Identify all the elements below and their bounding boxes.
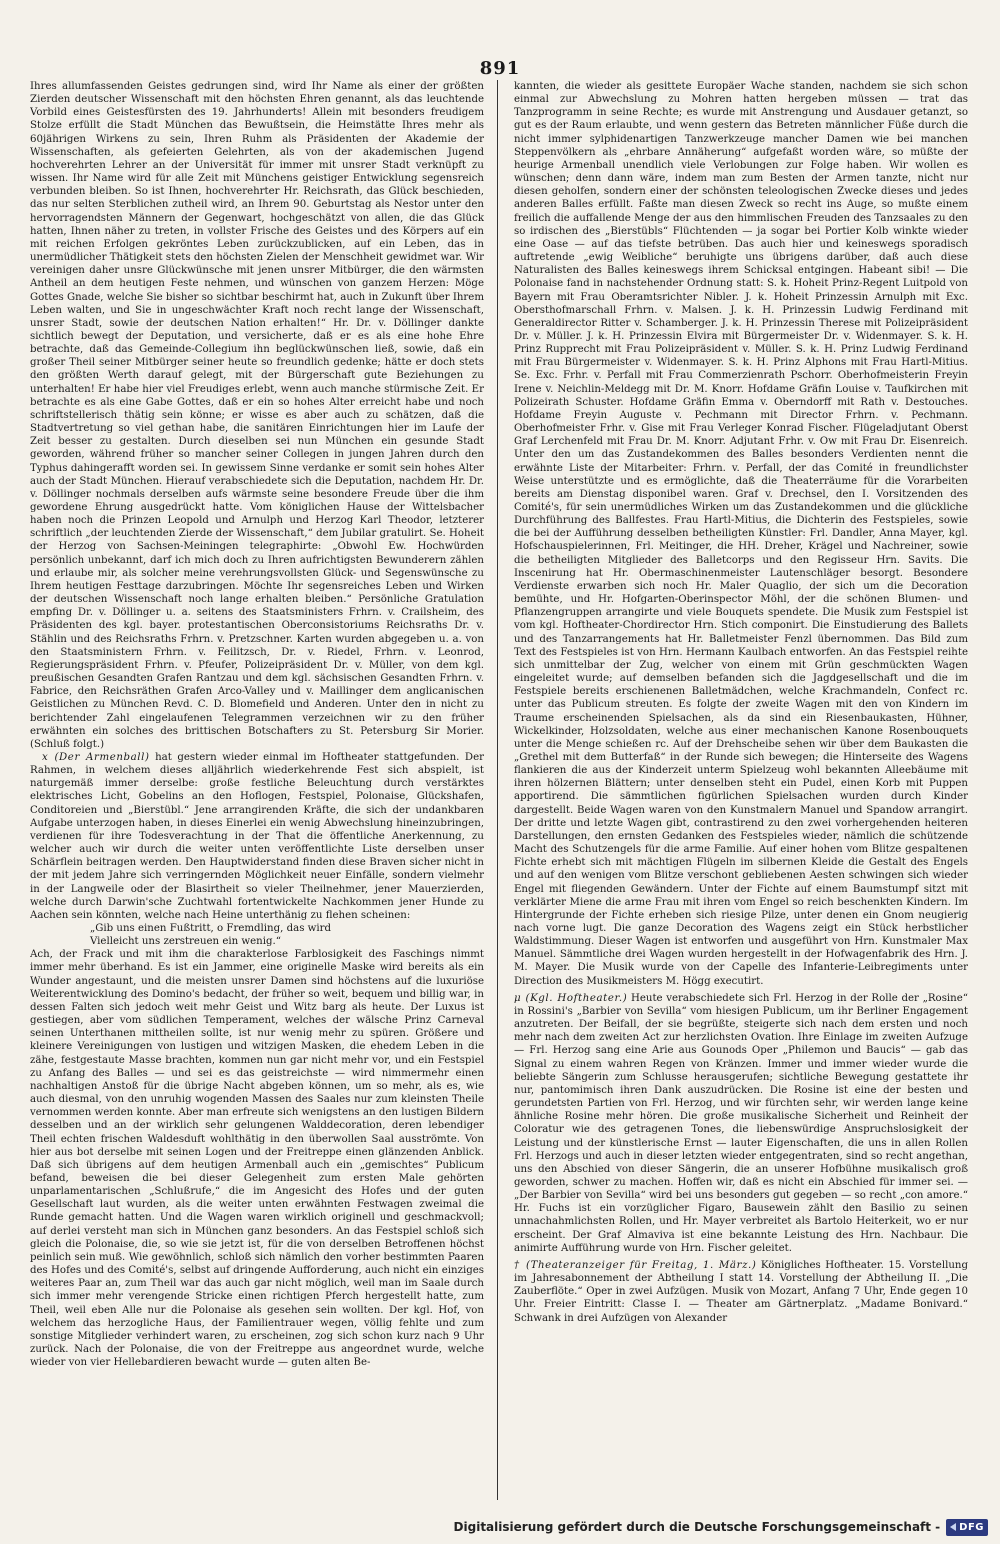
armenball-right-continued: kannten, die wieder als gesittete Europäer Wache standen, nachdem sie sich schon einmal zur Abwechslung zu Mohren hatten hergeben müssen — trat das Tanzprogramm in seine Rechte; es wurde mit Anstrengung und Ausdauer getanzt, so gut es der Raum erlaubte, und wenn gestern das Betreten männlicher Füße durch die nicht immer sylphidenartigen Tanzwerkzeuge mancher Damen wie bei manchen Steppenvölkern als „ehrbare Annäherung“ aufgefaßt worden wäre, so müßte der heurige Armenball unendlich viele Verlobungen zur Folge haben. Wir wollen es wünschen; denn dann wäre, indem man zum Besten der Armen tanzte, nicht nur diesen geholfen, sondern einer der schönsten teleologischen Zwecke dieses und jedes anderen Balles erfüllt. Faßte man diesen Zweck so recht ins Auge, so mußte einem freilich die auffallende Menge der aus den himmlischen Freuden des Tanzsaales zu den so irdischen des „Bierstübls“ Flüchtenden — ja sogar bei Portier Kolb winkte wieder eine Oase — auf das tiefste betrüben. Das auch hier und keineswegs sporadisch auftretende „ewig Weibliche“ beruhigte uns übrigens darüber, daß auch diese Naturalisten des Balles keineswegs ihrem Schicksal entgingen. Habeant sibi! — Die Polonaise fand in nachstehender Ordnung statt: S. k. Hoheit Prinz-Regent Luitpold von Bayern mit Frau Oberamtsrichter Nibler. J. k. Hoheit Prinzessin Arnulph mit Exc. Obersthofmarschall Frhrn. v. Malsen. J. k. H. Prinzessin Ludwig Ferdinand mit Generaldirector Ritter v. Schamberger. J. k. H. Prinzessin Therese mit Polizeipräsident Dr. v. Müller. J. k. H. Prinzessin Elvira mit Bürgermeister Dr. v. Widenmayer. S. k. H. Prinz Rupprecht mit Frau Polizeipräsident v. Müller. S. k. H. Prinz Ludwig Ferdinand mit Frau Bürgermeister v. Widenmayer. S. k. H. Prinz Alphons mit Frau Hartl-Mitius. Se. Exc. Frhr. v. Perfall mit Frau Commerzienrath Pschorr. Oberhofmeisterin Freyin Irene v. Neichlin-Meldegg mit Dr. M. Knorr. Hofdame Gräfin Louise v. Taufkirchen mit Polizeirath Schuster. Hofdame Gräfin Emma v. Oberndorff mit Rath v. Destouches. Hofdame Freyin Auguste v. Pechmann mit Director Frhrn. v. Pechmann. Oberhofmeister Frhr. v. Gise mit Frau Verleger Konrad Fischer. Flügeladjutant Oberst Graf Lerchenfeld mit Frau Dr. M. Knorr. Adjutant Frhr. v. Ow mit Frau Dr. Eisenreich. Unter den um das Zustandekommen des Balles besonders Verdienten nennt die erwähnte Liste der Mitarbeiter: Frhrn. v. Perfall, der das Comité in freundlichster Weise unterstützte und es ermöglichte, daß die Theaterräume für die Vorarbeiten bereits am Dienstag disponibel waren. Graf v. Drechsel, den I. Vorsitzenden des Comité's, für sein unermüdliches Wirken um das Zustandekommen und die glückliche Durchführung des Ballfestes. Frau Hartl-Mitius, die Dichterin des Festspieles, sowie die bei der Aufführung desselben betheiligten Künstler: Frl. Dandler, Anna Mayer, kgl. Hofschauspielerinnen, Frl. Meitinger, die HH. Dreher, Krägel und Nachreiner, sowie die betheiligten Mitglieder des Balletcorps und den Regisseur Hrn. Savits. Die Inscenirung hat Hr. Obermaschinenmeister Lautenschläger besorgt. Besondere Verdienste erwarben sich noch Hr. Maler Quaglio, der sich um die Decoration bemühte, und Hr. Hofgarten-Oberinspector Möhl, der die schönen Blumen- und Pflanzengruppen arrangirte und viele Bouquets spendete. Die Musik zum Festspiel ist vom kgl. Hoftheater-Chordirector Hrn. Stich componirt. Die Einstudierung des Ballets und des Tanzarrangements hat Hr. Balletmeister Fenzl übernommen. Das Bild zum Text des Festspieles ist von Hrn. Hermann Kaulbach entworfen. An das Festspiel reihte sich unmittelbar der Zug, welcher von einem mit Grün geschmückten Wagen eingeleitet wurde; auf demselben befanden sich die Jagdgesellschaft und die im Festspiele bereits erschienenen Balletmädchen, welche Krachmandeln, Confect rc. unter das Publicum streuten. Es folgte der zweite Wagen mit den von Kindern im Traume erscheinenden Spielsachen, als da sind ein Riesenbaukasten, Hühner, Wickelkinder, Holzsoldaten, welche aus einer mechanischen Kanone Rosenbouquets unter die Menge schießen rc. Auf der Drehscheibe sehen wir über dem Baukasten die „Grethel mit dem Butterfaß“ in der Runde sich bewegen; die Hinterseite des Wagens flankieren die aus der Kinderzeit unterm Spielzeug wohl bekannten Alleebäume mit ihren hölzernen Blättern; unter denselben steht ein Pudel, einen Korb mit Puppen apportirend. Die sämmtlichen figürlichen Spielsachen wurden durch Kinder dargestellt. Beide Wagen waren von den Kunstmalern Manuel und Spandow arrangirt. Der dritte und letzte Wagen gibt, contrastirend zu den zwei vorhergehenden heiteren Darstellungen, den ernsten Gedanken des Festspieles wieder, nämlich die schützende Macht des Schutzengels für die arme Familie. Auf einer hohen vom Blitze gespaltenen Fichte erhebt sich mit mächtigen Flügeln im silbernen Kleide die Gestalt des Engels und auf den wenigen vom Blitze verschont gebliebenen Aesten schwingen sich wieder Engel mit fliegenden Gewändern. Unter der Fichte auf einem Baumstumpf sitzt mit verklärter Miene die arme Frau mit ihren vom Engel so reich beschenkten Kindern. Im Hintergrunde der Fichte erheben sich riesige Pilze, unter denen ein Gnom neugierig nach vorne lugt. Die ganze Decoration des Wagens zeigt ein Stück herbstlicher Waldstimmung. Dieser Wagen ist entworfen und ausgeführt von Hrn. Kunstmaler Max Manuel. Sämmtliche drei Wagen wurden hergestellt in der Hofwagenfabrik des Hrn. J. M. Mayer. Die Musik wurde von der Capelle des Infanterie-Leibregiments unter Direction des Musikmeisters M. Högg executirt. — [514, 81, 968, 987]
verse-line-1: „Gib uns einen Fußtritt, o Fremdling, das wird — [90, 923, 332, 934]
digitization-footer — [454, 1516, 988, 1538]
footer-credit: Digitalisierung gefördert durch die Deutsche Forschungsgemeinschaft - — [453, 1520, 941, 1534]
verse-line-2: Vielleicht uns zerstreuen ein wenig.“ — [90, 936, 281, 948]
article-hoftheater — [514, 992, 968, 1255]
left-column — [30, 80, 484, 1528]
theateranzeiger-text: Königliches Hoftheater. 15. Vorstellung im Jahresabonnement der Abtheilung I statt 14. Vorstellung der Abtheilung II. „Die Zauberflöte.“ Oper in zwei Aufzügen. Musik von Mozart, Anfang 7 Uhr, Ende gegen 10 Uhr. Freier Eintritt: Classe I. — Theater am Gärtnerplatz. „Madame Bonivard.“ Schwank in drei Aufzügen von Alexander — [514, 1259, 968, 1324]
right-column — [514, 80, 968, 1528]
armenball-text: hat gestern wieder einmal im Hoftheater stattgefunden. Der Rahmen, in welchem dieses alljährlich wiederkehrende Fest sich abspielt, ist naturgemäß immer derselbe: große festliche Beleuchtung durch verstärktes elektrisches Licht, Gobelins an den Hoflogen, Festspiel, Polonaise, Glückshafen, Conditoreien und „Bierstübl.“ Jene arrangirenden Kräfte, die sich der undankbaren Aufgabe unterzogen haben, in dieses Einerlei ein wenig Abwechslung hineinzubringen, verdienen für ihre Todesverachtung in der That die öffentliche Anerkennung, zu welcher auch wir durch die weiter unten veröffentlichte Liste derselben unser Schärflein beitragen werden. Den Hauptwiderstand finden diese Braven sicher nicht in der mit jedem Jahre sich verringernden Möglichkeit neuer Einfälle, sondern vielmehr in der Langweile oder der Blasirtheit so vieler Theilnehmer, jener Mauerzierden, welche durch Darwin'sche Zuchtwahl fortentwickelte Nachkommen jener Hunde zu Aachen sein könnten, welche nach Heine unterthänig zu flehen scheinen: — [30, 751, 484, 921]
hoftheater-lead: μ (Kgl. Hoftheater.) — [514, 992, 628, 1004]
armenball-continued: Ach, der Frack und mit ihm die charakterlose Farblosigkeit des Faschings nimmt immer mehr überhand. Es ist ein Jammer, eine originelle Maske wird bereits als ein Wunder angestaunt, und die meisten unsrer Damen sind höchstens auf die luxuriöse Weiterentwicklung des Domino's bedacht, der früher so weit, bequem und billig war, in dessen Falten sich jedoch weit mehr Geist und Witz barg als heute. Der Luxus ist gestiegen, aber vom südlichen Temperament, welches der wälsche Prinz Carneval seinen Unterthanen mittheilen sollte, ist nur wenig mehr zu spüren. Größere und kleinere Vereinigungen von lustigen und witzigen Masken, die ehedem Leben in die zähe, festgestaute Masse brachten, kommen nun gar nicht mehr vor, und ein Festspiel zu Anfang des Balles — und sei es das geistreichste — wird nimmermehr einen nachhaltigen Anstoß für die übrige Nacht abgeben können, um so mehr, als es, wie auch diesmal, von den unruhig wogenden Massen des Saales nur zum kleinsten Theile vernommen werden konnte. Aber man erfreute sich wenigstens an den lustigen Bildern desselben und an der wirklich sehr gelungenen Walddecoration, deren lebendiger Theil echten frischen Waldesduft wohlthätig in den überwollen Saal ausströmte. Von hier aus bot derselbe mit seinen Logen und der Freitreppe einen glänzenden Anblick. Daß sich übrigens auf dem heutigen Armenball auch ein „gemischtes“ Publicum befand, beweisen die bei dieser Gelegenheit zum ersten Male gehörten unparlamentarischen „Schlußrufe,“ die im Angesicht des Hofes und der guten Gesellschaft laut wurden, als die weiter unten erwähnten Festwagen zweimal die Runde gemacht hatten. Und die Wagen waren wirklich originell und geschmackvoll; auf derlei versteht man sich in München ganz besonders. An das Festspiel schloß sich gleich die Polonaise, die, so wie sie jetzt ist, für die von derselben Betroffenen höchst peinlich sein muß. Wie gewöhnlich, schloß sich nämlich den vorher bestimmten Paaren des Hofes und des Comité's, selbst auf dringende Aufforderung, auch nicht ein einziges weiteres Paar an, zum Theil war das auch gar nicht möglich, weil man im Saale durch sich immer mehr verengende Stricke einen richtigen Pferch hergestellt hatte, zum Theil, weil eben Alle nur die Polonaise als gesehen sein wollten. Der kgl. Hof, von welchem das herzogliche Haus, der Familientrauer wegen, völlig fehlte und zum sonstige Mitglieder verhindert waren, zu erscheinen, zog sich schon kurz nach 9 Uhr zurück. Nach der Polonaise, die von der Freitreppe aus angeordnet wurde, welche wieder von vier Hellebardieren bewacht wurde — guten alten Be- — [30, 949, 484, 1369]
column-divider — [497, 80, 498, 1500]
page-number: 891 — [479, 58, 521, 79]
dfg-logo: DFG — [946, 1519, 988, 1536]
theateranzeiger-lead: † (Theateranzeiger für Freitag, 1. März.) — [514, 1259, 757, 1271]
article-armenball — [30, 751, 484, 922]
armenball-lead: x (Der Armenball) — [42, 751, 150, 763]
article-theateranzeiger — [514, 1259, 968, 1325]
hoftheater-text: Heute verabschiedete sich Frl. Herzog in der Rolle der „Rosine“ in Rossini's „Barbier von Sevilla“ vom hiesigen Publicum, um ihr Berliner Engagement anzutreten. Der Beifall, der sie begrüßte, steigerte sich nach dem ersten und noch mehr nach dem zweiten Act zur herzlichsten Ovation. Ihre Einlage im zweiten Aufzuge — Frl. Herzog sang eine Arie aus Gounods Oper „Philemon und Baucis“ — gab das Signal zu einem wahren Regen von Kränzen. Immer und immer wieder wurde die beliebte Sängerin zum Schlusse herausgerufen; sichtliche Bewegung gestattete ihr nur, pantomimisch ihren Dank auszudrücken. Die Rosine ist eine der besten und gerundetsten Partien von Frl. Herzog, und wir fürchten sehr, wir werden lange keine ähnliche Rosine mehr hören. Die große musikalische Sicherheit und Reinheit der Coloratur wie des getragenen Tones, die liebenswürdige Anspruchslosigkeit der Leistung und der künstlerische Ernst — lauter Eigenschaften, die uns in allen Rollen Frl. Herzogs und auch in dieser letzten wieder entgegentraten, sind so recht angethan, uns den Abschied von dieser Sängerin, die an unserer Hofbühne musikalisch groß geworden, schwer zu machen. Hoffen wir, daß es nicht ein Abschied für immer sei. — „Der Barbier von Sevilla“ wird bei uns besonders gut gegeben — so recht „con amore.“ Hr. Fuchs ist ein vorzüglicher Figaro, Bausewein zählt den Basilio zu seinen unnachahmlichsten Rollen, und Hr. Mayer verbreitet als Bartolo Heiterkeit, wo er nur erscheint. Der Graf Almaviva ist eine bekannte Leistung des Hrn. Nachbaur. Die animirte Aufführung wurde von Hrn. Fischer geleitet. — [514, 992, 968, 1254]
article-doellinger-conclusion: Ihres allumfassenden Geistes gedrungen sind, wird Ihr Name als einer der größten Zierden deutscher Wissenschaft mit den höchsten Ehren genannt, als das leuchtende Vorbild eines Geistesfürsten des 19. Jahrhunderts! Allein mit besonders freudigem Stolze erfüllt die Stadt München das Bewußtsein, die Heimstätte Ihres mehr als 60jährigen Wirkens zu sein, Ihren Ruhm als Präsidenten der Akademie der Wissenschaften, als gefeierten Gelehrten, als von der akademischen Jugend hochverehrten Lehrer an der Universität für immer mit unsrer Stadt verknüpft zu wissen. Ihr Name wird für alle Zeit mit Münchens geistiger Entwicklung segensreich verbunden bleiben. So ist Ihnen, hochverehrter Hr. Reichsrath, das Glück beschieden, das nur selten Sterblichen zutheil wird, an Ihrem 90. Geburtstag als Nestor unter den hervorragendsten Männern der Gegenwart, hochgeschätzt von allen, die das Glück hatten, Ihnen näher zu treten, in vollster Frische des Geistes und des Körpers auf ein mit reichen Erfolgen gekröntes Leben zurückzublicken, auf ein Leben, das in unermüdlicher Thätigkeit stets den höchsten Zielen der Menschheit gewidmet war. Wir vereinigen daher unsre Glückwünsche mit jenen unsrer Mitbürger, die den wärmsten Antheil an dem heutigen Feste nehmen, und wünschen von ganzem Herzen: Möge Gottes Gnade, welche Sie bisher so sichtbar beschirmt hat, auch in Zukunft über Ihrem Leben walten, und Sie in ungeschwächter Kraft noch recht lange der Wissenschaft, unsrer Stadt, sowie der deutschen Nation erhalten!“ Hr. Dr. v. Döllinger dankte sichtlich bewegt der Deputation, und versicherte, daß er es als eine hohe Ehre betrachte, daß das Gemeinde-Collegium ihn beglückwünschen ließ, sowie, daß ein großer Theil seiner Mitbürger seiner heute so freundlich gedenke; hätte er doch stets den größten Werth darauf gelegt, mit der Bürgerschaft gute Beziehungen zu unterhalten! Er habe hier viel Freudiges erlebt, wenn auch manche stürmische Zeit. Er betrachte es als eine Gabe Gottes, daß er ein so hohes Alter erreicht habe und noch schriftstellerisch thätig sein könne; er wisse es aber auch zu schätzen, daß die Stadtvertretung so viel gethan habe, die sanitären Einrichtungen hier im Laufe der Zeit besser zu gestalten. Durch dieselben sei nun München ein gesunde Stadt geworden, während früher so mancher seiner Collegen in jungen Jahren durch den Typhus dahingerafft worden sei. In gewissem Sinne verdanke er somit sein hohes Alter auch der Stadt München. Hierauf verabschiedete sich die Deputation, nachdem Hr. Dr. v. Döllinger nochmals derselben aufs wärmste seine besondere Freude über die ihm gewordene Ehrung ausgedrückt hatte. Vom königlichen Hause der Wittelsbacher haben noch die Prinzen Leopold und Arnulph und Herzog Karl Theodor, letzterer schriftlich „der leuchtenden Zierde der Wissenschaft,“ dem Jubilar gratulirt. Se. Hoheit der Herzog von Sachsen-Meiningen telegraphirte: „Obwohl Ew. Hochwürden persönlich unbekannt, darf ich mich doch zu Ihren aufrichtigsten Bewunderern zählen und erlaube mir, als solcher meine verehrungsvollsten Glück- und Segenswünsche zu Ihrem heutigen Festtage darzubringen. Möchte Ihr segensreiches Leben und Wirken der deutschen Wissenschaft noch lange erhalten bleiben.“ Persönliche Gratulation empfing Dr. v. Döllinger u. a. seitens des Staatsministers Frhrn. v. Crailsheim, des Präsidenten des kgl. bayer. protestantischen Oberconsistoriums Reichsraths Dr. v. Stählin und des Reichsraths Frhrn. v. Pretzschner. Karten wurden abgegeben u. a. von den Staatsministern Frhrn. v. Feilitzsch, Dr. v. Riedel, Frhrn. v. Leonrod, Regierungspräsident Frhrn. v. Pfeufer, Polizeipräsident Dr. v. Müller, von dem kgl. preußischen Gesandten Grafen Rantzau und dem kgl. sächsischen Gesandten Frhrn. v. Fabrice, den Reichsräthen Grafen Arco-Valley und v. Maillinger dem anglicanischen Geistlichen zu München Revd. C. D. Blomefield und Anderen. Unter den in nicht zu berichtender Zahl eingelaufenen Telegrammen verzeichnen wir zu den früher erwähnten ein solches des brittischen Botschafters zu St. Petersburg Sir Morier. (Schluß folgt.) — [30, 81, 484, 750]
